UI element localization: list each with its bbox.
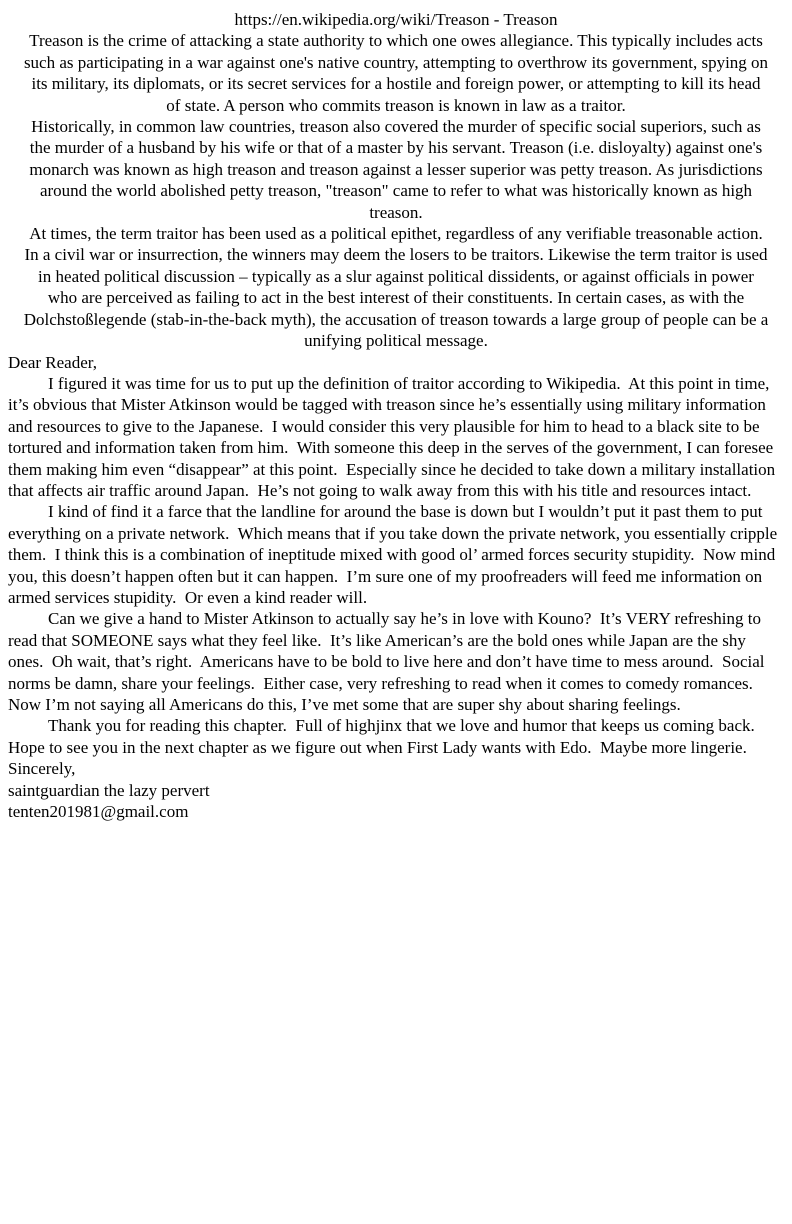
source-url-line: https://en.wikipedia.org/wiki/Treason - Treason [234, 10, 558, 29]
letter-paragraph-3: Can we give a hand to Mister Atkinson to actually say he’s in love with Kouno? It’s VERY refreshing to read that SOMEONE says what they feel like. It’s like American’s are the bold ones while Japan are the shy ones. Oh wait, that’s right. Americans have to be bold to live here and don’t have time to mess around. Social norms be damn, share your feelings. Either case, very refreshing to read when it comes to comedy romances. Now I’m not saying all Americans do this, I’ve met some that are super shy about sharing feelings. [8, 609, 769, 714]
salutation: Dear Reader, [8, 352, 97, 372]
wiki-paragraph-1: Treason is the crime of attacking a state authority to which one owes allegiance. This typically includes acts such as participating in a war against one's native country, attempting to overthrow its government, spying on its military, its diplomats, or its secret services for a hostile and foreign power, or attempting to kill its head of state. A person who commits treason is known in law as a traitor. [23, 31, 773, 115]
letter-paragraph-1: I figured it was time for us to put up the definition of traitor according to Wikipedia. At this point in time, it’s obvious that Mister Atkinson would be tagged with treason since he’s essentially using military information and resources to give to the Japanese. I would consider this very plausible for him to head to a black site to be tortured and information taken from him. With someone this deep in the serves of the government, I can foresee them making him even “disappear” at this point. Especially since he decided to take down a military installation that affects air traffic around Japan. He’s not going to walk away from this with his title and resources intact. [8, 373, 780, 500]
letter-paragraph-4: Thank you for reading this chapter. Full of highjinx that we love and humor that keeps us coming back. Hope to see you in the next chapter as we figure out when First Lady wants with Edo. Maybe more lingerie. [8, 716, 764, 757]
wikipedia-quote-block [23, 9, 773, 352]
letter-paragraph-2: I kind of find it a farce that the landline for around the base is down but I wouldn’t put it past them to put everything on a private network. Which means that if you take down the private network, you essentially cripple them. I think this is a combination of ineptitude mixed with good ol’ armed forces security stupidity. Now mind you, this doesn’t happen often but it can happen. I’m sure one of my proofreaders will feed me information on armed services stupidity. Or even a kind reader will. [8, 502, 782, 607]
signature-email: tenten201981@gmail.com [8, 802, 189, 822]
author-letter [8, 352, 784, 823]
wiki-paragraph-2: Historically, in common law countries, treason also covered the murder of specific social superiors, such as the murder of a husband by his wife or that of a master by his servant. Treason (i.e. disloyalty) against one's monarch was known as high treason and treason against a lesser superior was petty treason. As jurisdictions around the world abolished petty treason, "treason" came to refer to what was historically known as high treason. [29, 117, 767, 222]
wiki-paragraph-3: At times, the term traitor has been used as a political epithet, regardless of any verifiable treasonable action. In a civil war or insurrection, the winners may deem the losers to be traitors. Likewise the term traitor is used in heated political discussion – typically as a slur against political dissidents, or against officials in power who are perceived as failing to act in the best interest of their constituents. In certain cases, as with the Dolchstoßlegende (stab-in-the-back myth), the accusation of treason towards a large group of people can be a unifying political message. [23, 224, 773, 351]
closing-line: Sincerely, [8, 759, 76, 779]
signature-name: saintguardian the lazy pervert [8, 780, 210, 800]
